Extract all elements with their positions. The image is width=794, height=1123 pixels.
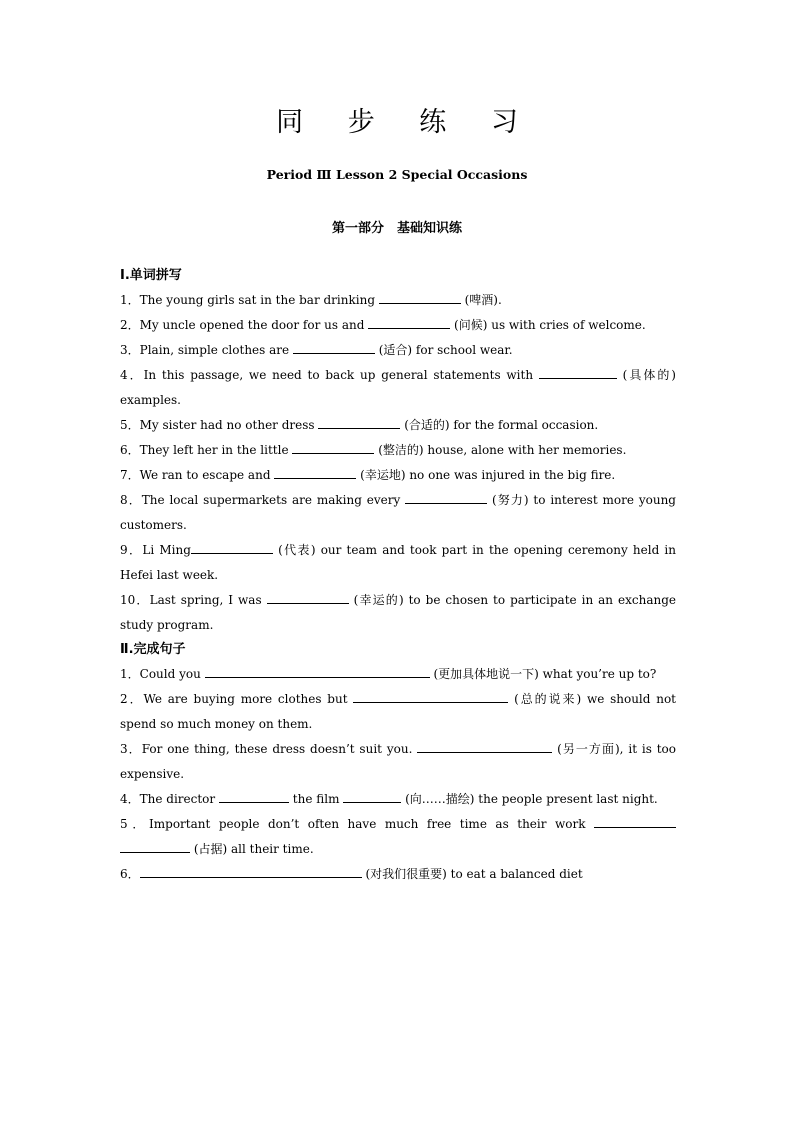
exercise-item: 4．The director the film (向……描绘) the people present last night. bbox=[120, 787, 676, 812]
answer-blank[interactable] bbox=[318, 414, 400, 429]
answer-blank[interactable] bbox=[140, 863, 362, 878]
section-word-spelling bbox=[120, 263, 676, 638]
answer-blank[interactable] bbox=[417, 738, 552, 753]
answer-blank[interactable] bbox=[120, 838, 190, 853]
exercise-item: 6．They left her in the little (整洁的) house, alone with her memories. bbox=[120, 438, 676, 463]
answer-blank[interactable] bbox=[594, 813, 676, 828]
answer-blank[interactable] bbox=[219, 788, 289, 803]
answer-blank[interactable] bbox=[539, 364, 617, 379]
answer-blank[interactable] bbox=[368, 314, 450, 329]
part-heading: 第一部分 基础知识练 bbox=[331, 221, 462, 236]
page-title: 同 步 练 习 bbox=[276, 107, 536, 138]
answer-blank[interactable] bbox=[353, 688, 508, 703]
answer-blank[interactable] bbox=[205, 663, 430, 678]
exercise-item: 10．Last spring, I was (幸运的) to be chosen to participate in an exchange study program. bbox=[120, 588, 676, 638]
exercise-item: 1．Could you (更加具体地说一下) what you’re up to? bbox=[120, 662, 676, 687]
answer-blank[interactable] bbox=[379, 289, 461, 304]
exercise-item: 4．In this passage, we need to back up general statements with (具体的) examples. bbox=[120, 363, 676, 413]
exercise-item: 3．Plain, simple clothes are (适合) for school wear. bbox=[120, 338, 676, 363]
answer-blank[interactable] bbox=[191, 539, 273, 554]
exercise-item: 7．We ran to escape and (幸运地) no one was injured in the big fire. bbox=[120, 463, 676, 488]
section-heading: Ⅱ.完成句子 bbox=[120, 642, 186, 657]
answer-blank[interactable] bbox=[267, 589, 349, 604]
exercise-item: 2．We are buying more clothes but (总的说来) we should not spend so much money on them. bbox=[120, 687, 676, 737]
exercise-item: 5．My sister had no other dress (合适的) for the formal occasion. bbox=[120, 413, 676, 438]
answer-blank[interactable] bbox=[405, 489, 487, 504]
answer-blank[interactable] bbox=[343, 788, 401, 803]
exercise-item: 9．Li Ming (代表) our team and took part in the opening ceremony held in Hefei last week. bbox=[120, 538, 676, 588]
exercise-item: 1．The young girls sat in the bar drinking (啤酒). bbox=[120, 288, 676, 313]
answer-blank[interactable] bbox=[292, 439, 374, 454]
answer-blank[interactable] bbox=[274, 464, 356, 479]
answer-blank[interactable] bbox=[293, 339, 375, 354]
section-heading: Ⅰ.单词拼写 bbox=[120, 268, 182, 283]
exercise-item: 2．My uncle opened the door for us and (问候) us with cries of welcome. bbox=[120, 313, 676, 338]
section-complete-sentences bbox=[120, 637, 676, 887]
exercise-item: 8．The local supermarkets are making every (努力) to interest more young customers. bbox=[120, 488, 676, 538]
exercise-item: 5．Important people don’t often have much free time as their work (占据) all their time. bbox=[120, 812, 676, 862]
lesson-subtitle: Period Ⅲ Lesson 2 Special Occasions bbox=[266, 167, 528, 182]
exercise-item: 3．For one thing, these dress doesn’t suit you. (另一方面), it is too expensive. bbox=[120, 737, 676, 787]
exercise-item: 6． (对我们很重要) to eat a balanced diet bbox=[120, 862, 676, 887]
